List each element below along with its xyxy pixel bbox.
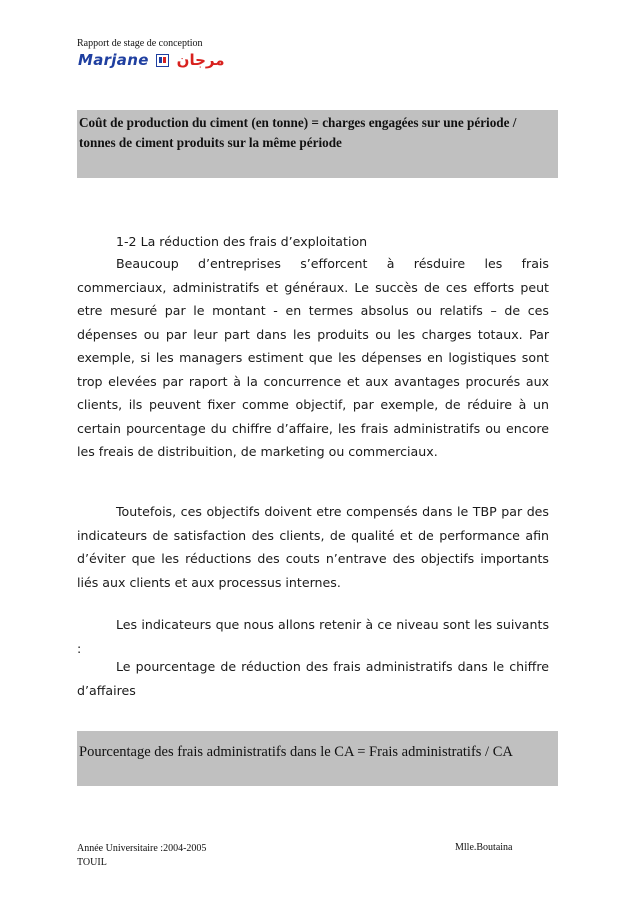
page-footer — [77, 842, 206, 870]
author-surname: TOUIL — [77, 857, 107, 868]
section-heading: 1-2 La réduction des frais d’exploitation — [116, 234, 368, 249]
paragraph-text: Beaucoup d’entreprises s’efforcent à résduire les frais commerciaux, administratifs et généraux. Le succès de ces efforts peut etre mesuré par le montant - en termes absolus ou relatifs – de ces dépenses ou par leur part dans les produits ou les charges totaux. Par exemple, si les managers estiment que les dépenses en logistiques sont trop elevées par raport à la concurrence et aux avantages procurés aux clients, ils peuvent fixer comme objectif, par exemple, de réduire à un certain pourcentage du chiffre d’affaire, les frais administratifs ou encore les freais de distribuition, de marketing ou commerciaux. — [77, 256, 549, 459]
paragraph-reduction-costs — [77, 252, 549, 464]
report-title: Rapport de stage de conception — [77, 38, 203, 49]
author-name: Mlle.Boutaina — [455, 842, 513, 853]
paragraph-compensation — [77, 500, 549, 594]
paragraph-indicator-item — [77, 655, 549, 702]
paragraph-text: Les indicateurs que nous allons retenir à ce niveau sont les suivants : — [77, 617, 549, 656]
logo-arabic-text: مرجان — [176, 51, 225, 69]
paragraph-text: Le pourcentage de réduction des frais administratifs dans le chiffre d’affaires — [77, 659, 549, 698]
logo-emblem-icon — [156, 54, 169, 67]
admin-costs-formula-box: Pourcentage des frais administratifs dans le CA = Frais administratifs / CA — [77, 731, 558, 786]
logo-text: Marjane — [78, 51, 149, 69]
cost-formula-box: Coût de production du ciment (en tonne) = charges engagées sur une période / tonnes de ciment produits sur la même période — [77, 110, 558, 178]
paragraph-text: Toutefois, ces objectifs doivent etre compensés dans le TBP par des indicateurs de satisfaction des clients, de qualité et de performance afin d’éviter que les réductions des couts n’entrave des objectifs importants liés aux clients et aux processus internes. — [77, 504, 549, 590]
academic-year: Année Universitaire :2004-2005 — [77, 843, 207, 854]
marjane-logo — [78, 51, 225, 69]
paragraph-indicators-intro — [77, 613, 549, 660]
